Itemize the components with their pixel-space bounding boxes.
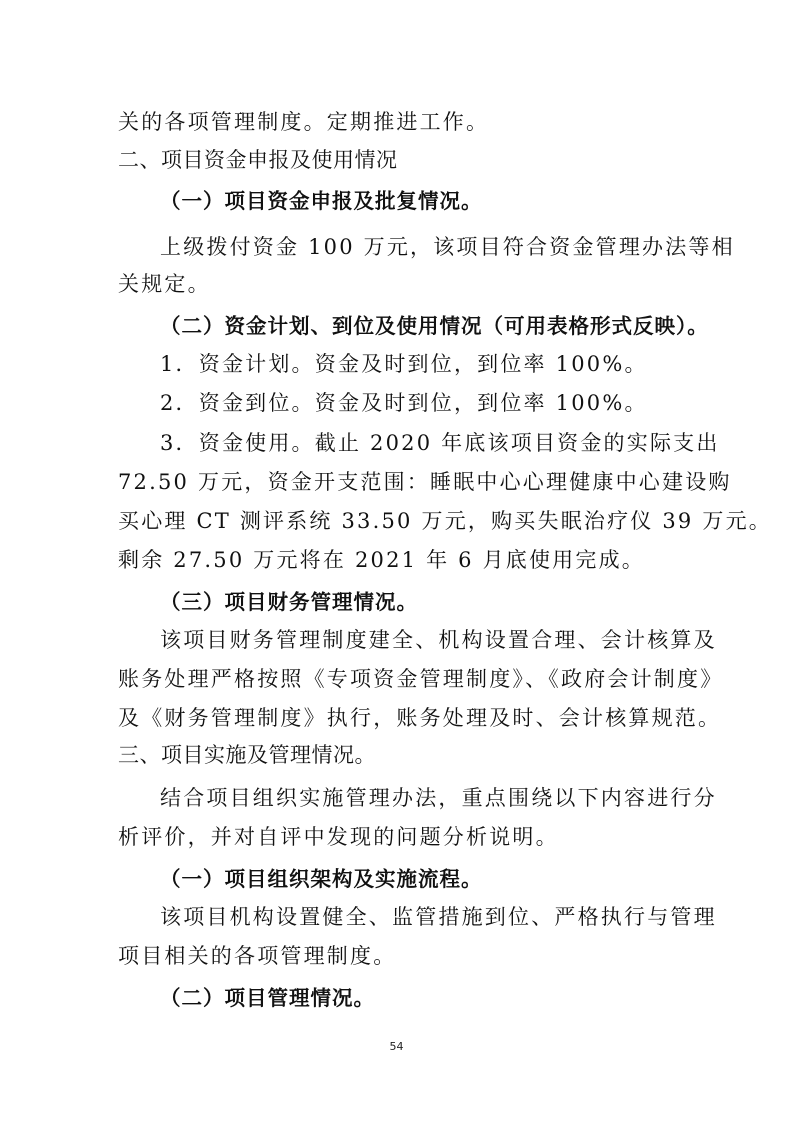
paragraph-line: 该项目机构设置健全、监管措施到位、严格执行与管理 [160, 905, 717, 929]
page-number: 54 [389, 1040, 404, 1053]
paragraph-line: 2．资金到位。资金及时到位，到位率 100%。 [160, 391, 648, 415]
paragraph-line: 账务处理严格按照《专项资金管理制度》、《政府会计制度》 [118, 667, 724, 691]
paragraph-line: 析评价，并对自评中发现的问题分析说明。 [118, 825, 559, 849]
paragraph-line: 72.50 万元，资金开支范围：睡眠中心心理健康中心建设购 [118, 470, 732, 494]
sub-heading: （二）项目管理情况。 [160, 986, 375, 1010]
paragraph-line: 及《财务管理制度》执行，账务处理及时、会计核算规范。 [118, 706, 722, 730]
paragraph-line: 剩余 27.50 万元将在 2021 年 6 月底使用完成。 [118, 548, 645, 572]
sub-heading: （一）项目组织架构及实施流程。 [160, 867, 483, 891]
paragraph-line: 关的各项管理制度。定期推进工作。 [118, 110, 490, 134]
section-heading: 二、项目资金申报及使用情况 [118, 148, 398, 172]
paragraph-line: 结合项目组织实施管理办法，重点围绕以下内容进行分 [160, 786, 717, 810]
sub-heading: （三）项目财务管理情况。 [160, 590, 418, 614]
paragraph-line: 上级拨付资金 100 万元，该项目符合资金管理办法等相 [160, 235, 735, 259]
sub-heading: （二）资金计划、到位及使用情况（可用表格形式反映）。 [160, 314, 709, 338]
paragraph-line: 买心理 CT 测评系统 33.50 万元，购买失眠治疗仪 39 万元。 [118, 509, 772, 533]
paragraph-line: 1．资金计划。资金及时到位，到位率 100%。 [160, 352, 648, 376]
sub-heading: （一）项目资金申报及批复情况。 [160, 189, 483, 213]
paragraph-line: 项目相关的各项管理制度。 [118, 944, 397, 968]
section-heading: 三、项目实施及管理情况。 [118, 743, 376, 767]
paragraph-line: 3．资金使用。截止 2020 年底该项目资金的实际支出 [160, 431, 720, 455]
paragraph-line: 该项目财务管理制度建全、机构设置合理、会计核算及 [160, 628, 717, 652]
paragraph-line: 关规定。 [118, 272, 211, 296]
